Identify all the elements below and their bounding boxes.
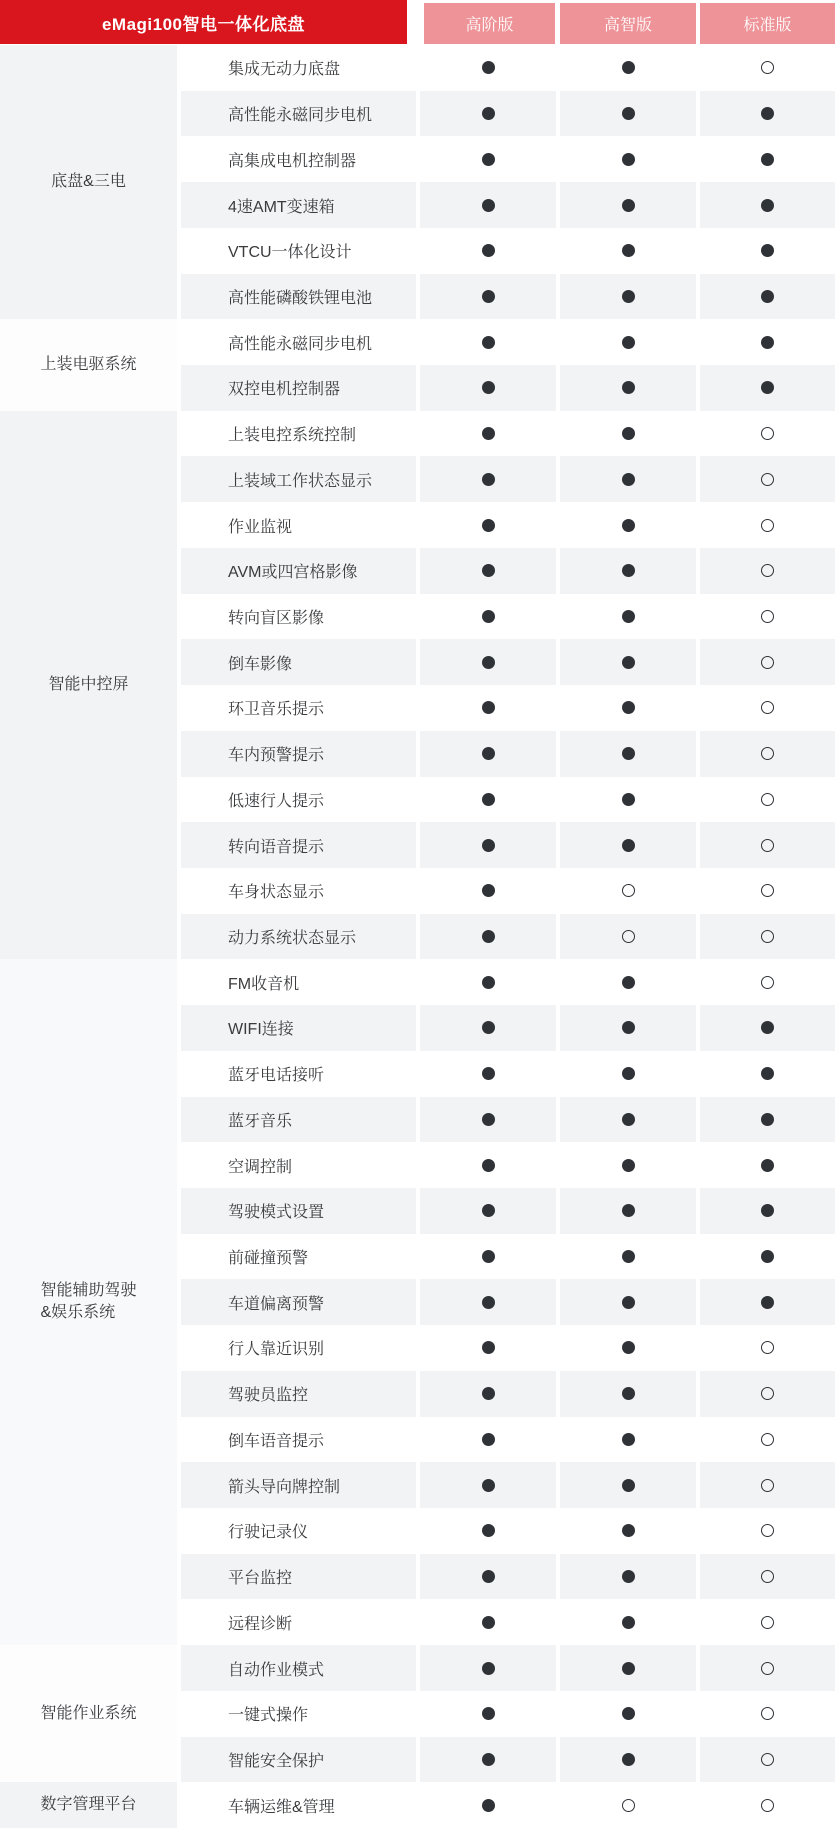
- filled-dot-icon: [482, 930, 495, 943]
- filled-dot-icon: [482, 1616, 495, 1629]
- filled-dot-icon: [761, 1296, 774, 1309]
- filled-dot-icon: [622, 199, 635, 212]
- filled-dot-icon: [482, 1433, 495, 1446]
- feature-name: 转向盲区影像: [228, 609, 325, 627]
- feature-name: 倒车语音提示: [228, 1432, 325, 1450]
- feature-name: 高性能永磁同步电机: [228, 335, 373, 353]
- category-cell: [0, 319, 177, 410]
- availability-cell: [700, 1599, 835, 1645]
- filled-dot-icon: [622, 427, 635, 440]
- availability-cell: [700, 777, 835, 823]
- filled-dot-icon: [482, 656, 495, 669]
- filled-dot-icon: [482, 519, 495, 532]
- availability-cell: [700, 1737, 835, 1783]
- filled-dot-icon: [622, 1204, 635, 1217]
- filled-dot-icon: [482, 1204, 495, 1217]
- filled-dot-icon: [761, 1159, 774, 1172]
- availability-cell: [560, 1279, 696, 1325]
- filled-dot-icon: [622, 839, 635, 852]
- availability-cell: [420, 548, 556, 594]
- availability-cell: [560, 182, 696, 228]
- feature-name: 车身状态显示: [228, 884, 325, 902]
- filled-dot-icon: [761, 290, 774, 303]
- open-dot-icon: [761, 930, 774, 943]
- filled-dot-icon: [622, 564, 635, 577]
- filled-dot-icon: [622, 1067, 635, 1080]
- open-dot-icon: [761, 1433, 774, 1446]
- filled-dot-icon: [622, 336, 635, 349]
- filled-dot-icon: [482, 1021, 495, 1034]
- availability-cell: [700, 685, 835, 731]
- filled-dot-icon: [622, 1113, 635, 1126]
- filled-dot-icon: [622, 1707, 635, 1720]
- availability-cell: [700, 1508, 835, 1554]
- filled-dot-icon: [482, 610, 495, 623]
- availability-cell: [700, 411, 835, 457]
- header-gap: [407, 0, 424, 44]
- availability-cell: [560, 1371, 696, 1417]
- filled-dot-icon: [482, 153, 495, 166]
- filled-dot-icon: [761, 153, 774, 166]
- availability-cell: [560, 456, 696, 502]
- open-dot-icon: [761, 1341, 774, 1354]
- feature-name: 动力系统状态显示: [181, 914, 416, 960]
- availability-cell: [700, 1279, 835, 1325]
- open-dot-icon: [622, 930, 635, 943]
- availability-cell: [560, 1691, 696, 1737]
- feature-name: 前碰撞预警: [228, 1250, 309, 1268]
- filled-dot-icon: [622, 1296, 635, 1309]
- open-dot-icon: [761, 1662, 774, 1675]
- feature-name: 高集成电机控制器: [228, 152, 357, 170]
- availability-cell: [560, 868, 696, 914]
- open-dot-icon: [761, 976, 774, 989]
- feature-name: 转向语音提示: [181, 822, 416, 868]
- feature-name: 高性能磷酸铁锂电池: [181, 274, 416, 320]
- category-cell: [0, 1645, 177, 1782]
- availability-cell: [560, 411, 696, 457]
- availability-cell: [560, 1599, 696, 1645]
- filled-dot-icon: [622, 793, 635, 806]
- availability-cell: [420, 456, 556, 502]
- availability-cell: [700, 959, 835, 1005]
- filled-dot-icon: [482, 1799, 495, 1812]
- availability-cell: [420, 1782, 556, 1828]
- filled-dot-icon: [761, 199, 774, 212]
- filled-dot-icon: [482, 564, 495, 577]
- category-label: 上装电驱系统: [40, 356, 137, 374]
- availability-cell: [560, 228, 696, 274]
- availability-cell: [420, 502, 556, 548]
- availability-cell: [700, 1097, 835, 1143]
- availability-cell: [700, 1234, 835, 1280]
- availability-cell: [700, 914, 835, 960]
- availability-cell: [560, 594, 696, 640]
- version-column-header-3: 标准版: [700, 3, 835, 44]
- availability-cell: [700, 136, 835, 182]
- availability-cell: [700, 639, 835, 685]
- filled-dot-icon: [482, 290, 495, 303]
- availability-cell: [700, 868, 835, 914]
- filled-dot-icon: [482, 976, 495, 989]
- availability-cell: [420, 1691, 556, 1737]
- page-title: eMagi100智电一体化底盘: [0, 0, 407, 44]
- filled-dot-icon: [482, 1341, 495, 1354]
- availability-cell: [560, 777, 696, 823]
- availability-cell: [420, 274, 556, 320]
- filled-dot-icon: [622, 381, 635, 394]
- filled-dot-icon: [622, 519, 635, 532]
- open-dot-icon: [761, 656, 774, 669]
- filled-dot-icon: [622, 153, 635, 166]
- filled-dot-icon: [622, 1387, 635, 1400]
- open-dot-icon: [761, 701, 774, 714]
- filled-dot-icon: [622, 1524, 635, 1537]
- availability-cell: [420, 1234, 556, 1280]
- availability-cell: [560, 1097, 696, 1143]
- table-header: [0, 0, 835, 44]
- filled-dot-icon: [622, 1616, 635, 1629]
- availability-cell: [560, 1234, 696, 1280]
- open-dot-icon: [761, 1479, 774, 1492]
- open-dot-icon: [761, 1753, 774, 1766]
- table-body: [0, 45, 835, 1828]
- availability-cell: [700, 274, 835, 320]
- filled-dot-icon: [622, 1341, 635, 1354]
- availability-cell: [700, 1051, 835, 1097]
- filled-dot-icon: [761, 1113, 774, 1126]
- availability-cell: [700, 228, 835, 274]
- availability-cell: [420, 91, 556, 137]
- availability-cell: [560, 914, 696, 960]
- filled-dot-icon: [482, 1753, 495, 1766]
- filled-dot-icon: [482, 1067, 495, 1080]
- availability-cell: [700, 365, 835, 411]
- feature-name: 环卫音乐提示: [228, 701, 325, 719]
- filled-dot-icon: [482, 381, 495, 394]
- availability-cell: [700, 822, 835, 868]
- category-label: 智能作业系统: [40, 1704, 137, 1722]
- feature-name: 一键式操作: [228, 1707, 309, 1725]
- availability-cell: [700, 502, 835, 548]
- filled-dot-icon: [622, 976, 635, 989]
- filled-dot-icon: [482, 107, 495, 120]
- availability-cell: [700, 1691, 835, 1737]
- availability-cell: [560, 1188, 696, 1234]
- availability-cell: [420, 365, 556, 411]
- category-cell: [0, 411, 177, 960]
- filled-dot-icon: [622, 290, 635, 303]
- availability-cell: [560, 1782, 696, 1828]
- open-dot-icon: [761, 793, 774, 806]
- filled-dot-icon: [482, 701, 495, 714]
- open-dot-icon: [761, 747, 774, 760]
- filled-dot-icon: [622, 1021, 635, 1034]
- availability-cell: [700, 1325, 835, 1371]
- category-label: 智能中控屏: [48, 676, 129, 694]
- availability-cell: [560, 959, 696, 1005]
- category-label: 智能辅助驾驶 &娱乐系统: [40, 1282, 137, 1322]
- availability-cell: [420, 1599, 556, 1645]
- availability-cell: [700, 1554, 835, 1600]
- filled-dot-icon: [622, 747, 635, 760]
- feature-name: 高性能永磁同步电机: [181, 91, 416, 137]
- filled-dot-icon: [482, 1707, 495, 1720]
- open-dot-icon: [761, 1387, 774, 1400]
- availability-cell: [420, 731, 556, 777]
- availability-cell: [700, 1417, 835, 1463]
- filled-dot-icon: [622, 107, 635, 120]
- availability-cell: [560, 639, 696, 685]
- availability-cell: [560, 548, 696, 594]
- feature-name: 车辆运维&管理: [228, 1798, 335, 1816]
- availability-cell: [420, 1097, 556, 1143]
- availability-cell: [420, 685, 556, 731]
- feature-name: 平台监控: [181, 1554, 416, 1600]
- availability-cell: [700, 1005, 835, 1051]
- filled-dot-icon: [761, 107, 774, 120]
- filled-dot-icon: [482, 1662, 495, 1675]
- availability-cell: [560, 1462, 696, 1508]
- feature-name: 倒车影像: [181, 639, 416, 685]
- filled-dot-icon: [761, 1021, 774, 1034]
- open-dot-icon: [761, 1524, 774, 1537]
- availability-cell: [560, 1508, 696, 1554]
- availability-cell: [420, 822, 556, 868]
- filled-dot-icon: [482, 747, 495, 760]
- availability-cell: [700, 1782, 835, 1828]
- filled-dot-icon: [482, 1113, 495, 1126]
- availability-cell: [560, 731, 696, 777]
- feature-name: 上装电控系统控制: [228, 427, 357, 445]
- category-cell: [0, 45, 177, 319]
- open-dot-icon: [622, 1799, 635, 1812]
- feature-name: 双控电机控制器: [181, 365, 416, 411]
- availability-cell: [700, 1645, 835, 1691]
- availability-cell: [560, 822, 696, 868]
- filled-dot-icon: [761, 244, 774, 257]
- feature-name: 低速行人提示: [228, 792, 325, 810]
- availability-cell: [420, 1188, 556, 1234]
- filled-dot-icon: [622, 1433, 635, 1446]
- filled-dot-icon: [482, 473, 495, 486]
- availability-cell: [700, 45, 835, 91]
- availability-cell: [560, 685, 696, 731]
- filled-dot-icon: [482, 1570, 495, 1583]
- filled-dot-icon: [482, 1387, 495, 1400]
- feature-name: 行驶记录仪: [228, 1524, 309, 1542]
- feature-name: 车内预警提示: [181, 731, 416, 777]
- availability-cell: [420, 136, 556, 182]
- availability-cell: [560, 1737, 696, 1783]
- open-dot-icon: [761, 1707, 774, 1720]
- feature-name: 空调控制: [228, 1158, 293, 1176]
- filled-dot-icon: [482, 244, 495, 257]
- availability-cell: [420, 411, 556, 457]
- filled-dot-icon: [482, 1296, 495, 1309]
- open-dot-icon: [761, 839, 774, 852]
- filled-dot-icon: [482, 884, 495, 897]
- availability-cell: [560, 274, 696, 320]
- availability-cell: [700, 548, 835, 594]
- availability-cell: [700, 731, 835, 777]
- filled-dot-icon: [482, 1250, 495, 1263]
- filled-dot-icon: [622, 1250, 635, 1263]
- filled-dot-icon: [622, 244, 635, 257]
- open-dot-icon: [761, 1799, 774, 1812]
- availability-cell: [700, 182, 835, 228]
- filled-dot-icon: [482, 1159, 495, 1172]
- category-cell: [0, 1782, 177, 1828]
- availability-cell: [560, 91, 696, 137]
- availability-cell: [420, 182, 556, 228]
- open-dot-icon: [761, 564, 774, 577]
- open-dot-icon: [761, 61, 774, 74]
- filled-dot-icon: [622, 610, 635, 623]
- availability-cell: [420, 777, 556, 823]
- filled-dot-icon: [622, 656, 635, 669]
- feature-name: 箭头导向牌控制: [181, 1462, 416, 1508]
- feature-name: 自动作业模式: [181, 1645, 416, 1691]
- filled-dot-icon: [622, 1570, 635, 1583]
- feature-name: FM收音机: [228, 975, 300, 993]
- availability-cell: [700, 456, 835, 502]
- feature-name: 作业监视: [228, 518, 293, 536]
- filled-dot-icon: [482, 1479, 495, 1492]
- feature-name: 行人靠近识别: [228, 1341, 325, 1359]
- availability-cell: [560, 319, 696, 365]
- availability-cell: [420, 594, 556, 640]
- availability-cell: [700, 91, 835, 137]
- feature-name: 蓝牙电话接听: [228, 1067, 325, 1085]
- filled-dot-icon: [482, 839, 495, 852]
- open-dot-icon: [761, 1570, 774, 1583]
- filled-dot-icon: [761, 336, 774, 349]
- availability-cell: [700, 594, 835, 640]
- availability-cell: [420, 228, 556, 274]
- availability-cell: [560, 1325, 696, 1371]
- filled-dot-icon: [622, 1662, 635, 1675]
- filled-dot-icon: [761, 1204, 774, 1217]
- open-dot-icon: [761, 519, 774, 532]
- feature-name: 4速AMT变速箱: [181, 182, 416, 228]
- availability-cell: [420, 45, 556, 91]
- availability-cell: [420, 1417, 556, 1463]
- filled-dot-icon: [761, 381, 774, 394]
- availability-cell: [420, 1462, 556, 1508]
- feature-name: 车道偏离预警: [181, 1279, 416, 1325]
- open-dot-icon: [761, 427, 774, 440]
- availability-cell: [420, 1508, 556, 1554]
- availability-cell: [560, 1051, 696, 1097]
- filled-dot-icon: [482, 61, 495, 74]
- filled-dot-icon: [482, 427, 495, 440]
- filled-dot-icon: [622, 61, 635, 74]
- feature-name: 驾驶员监控: [181, 1371, 416, 1417]
- filled-dot-icon: [482, 1524, 495, 1537]
- open-dot-icon: [761, 1616, 774, 1629]
- availability-cell: [420, 959, 556, 1005]
- availability-cell: [420, 1371, 556, 1417]
- feature-name: 智能安全保护: [181, 1737, 416, 1783]
- feature-name: 蓝牙音乐: [181, 1097, 416, 1143]
- category-label: 底盘&三电: [51, 173, 126, 191]
- version-column-header-2: 高智版: [560, 3, 696, 44]
- availability-cell: [560, 365, 696, 411]
- availability-cell: [420, 1645, 556, 1691]
- availability-cell: [420, 1005, 556, 1051]
- availability-cell: [420, 914, 556, 960]
- filled-dot-icon: [761, 1067, 774, 1080]
- availability-cell: [420, 639, 556, 685]
- availability-cell: [560, 1645, 696, 1691]
- open-dot-icon: [761, 884, 774, 897]
- version-column-header-1: 高阶版: [424, 3, 555, 44]
- filled-dot-icon: [482, 793, 495, 806]
- feature-name: 驾驶模式设置: [181, 1188, 416, 1234]
- availability-cell: [560, 1142, 696, 1188]
- availability-cell: [560, 1417, 696, 1463]
- category-cell: [0, 959, 177, 1645]
- availability-cell: [420, 1737, 556, 1783]
- filled-dot-icon: [622, 1479, 635, 1492]
- availability-cell: [700, 1462, 835, 1508]
- filled-dot-icon: [622, 1159, 635, 1172]
- availability-cell: [700, 1142, 835, 1188]
- category-label: 数字管理平台: [40, 1796, 137, 1814]
- open-dot-icon: [761, 473, 774, 486]
- feature-name: AVM或四宫格影像: [181, 548, 416, 594]
- availability-cell: [700, 1188, 835, 1234]
- availability-cell: [420, 1142, 556, 1188]
- availability-cell: [420, 319, 556, 365]
- filled-dot-icon: [622, 701, 635, 714]
- filled-dot-icon: [622, 473, 635, 486]
- open-dot-icon: [761, 610, 774, 623]
- feature-name: 集成无动力底盘: [228, 61, 341, 79]
- availability-cell: [420, 868, 556, 914]
- open-dot-icon: [622, 884, 635, 897]
- availability-cell: [700, 319, 835, 365]
- feature-name: 上装域工作状态显示: [181, 456, 416, 502]
- availability-cell: [560, 1554, 696, 1600]
- availability-cell: [420, 1051, 556, 1097]
- availability-cell: [420, 1325, 556, 1371]
- filled-dot-icon: [761, 1250, 774, 1263]
- feature-name: 远程诊断: [228, 1615, 293, 1633]
- availability-cell: [560, 136, 696, 182]
- availability-cell: [700, 1371, 835, 1417]
- availability-cell: [560, 45, 696, 91]
- feature-name: WIFI连接: [181, 1005, 416, 1051]
- filled-dot-icon: [482, 199, 495, 212]
- filled-dot-icon: [482, 336, 495, 349]
- feature-name: VTCU一体化设计: [228, 244, 352, 262]
- availability-cell: [420, 1554, 556, 1600]
- availability-cell: [560, 502, 696, 548]
- availability-cell: [420, 1279, 556, 1325]
- filled-dot-icon: [622, 1753, 635, 1766]
- availability-cell: [560, 1005, 696, 1051]
